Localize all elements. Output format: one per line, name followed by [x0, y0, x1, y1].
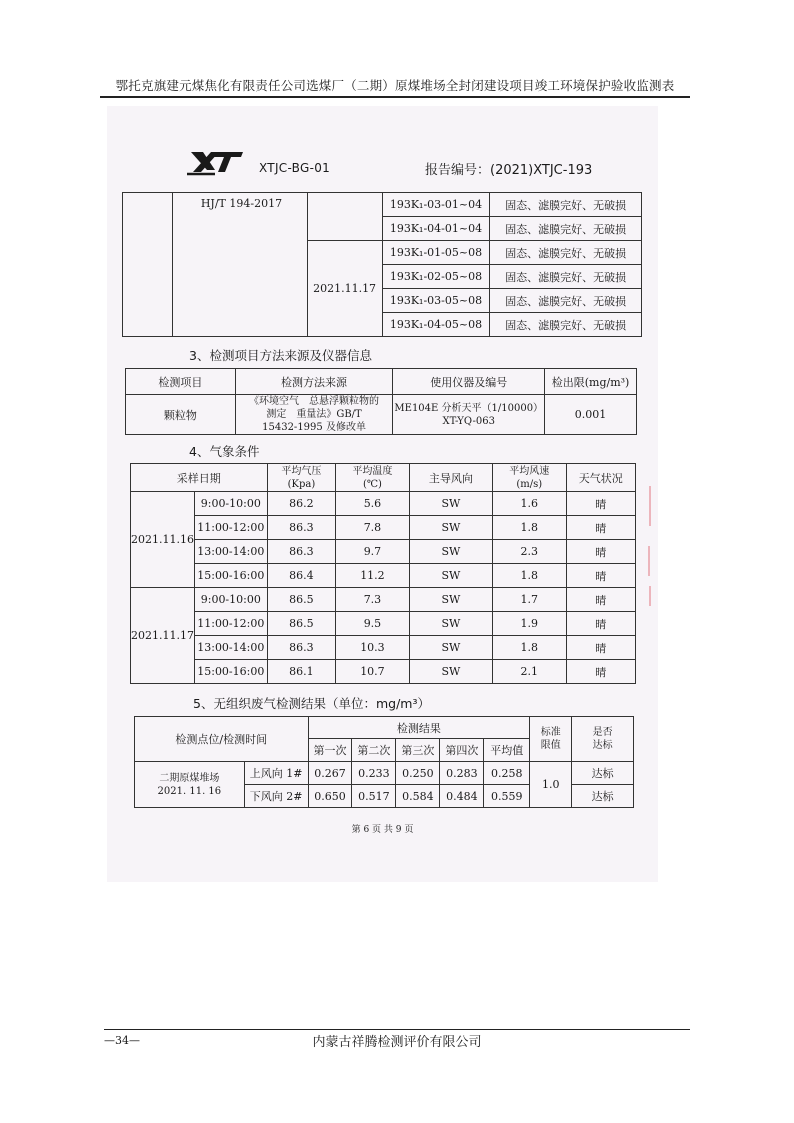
column-header: 第三次 [396, 739, 440, 762]
sample-code: 193K₁-02-05~08 [382, 265, 490, 289]
table-row: 11:00-12:00 86.5 9.5 SW 1.9 晴 [131, 612, 636, 636]
table-row: 二期原煤堆场 2021. 11. 16 上风向 1# 0.267 0.233 0.250 0.283 0.258 1.0 达标 [135, 762, 634, 785]
xt-logo-icon [185, 146, 245, 178]
column-header: 使用仪器及编号 [393, 369, 545, 395]
column-header: 采样日期 [131, 464, 268, 492]
table-row: 下风向 2# 0.650 0.517 0.584 0.484 0.559 达标 [135, 785, 634, 808]
scanned-report-page [107, 106, 658, 882]
column-header: 检测方法来源 [235, 369, 393, 395]
sample-code: 193K₁-03-01~04 [382, 193, 490, 217]
column-header: 检测点位/检测时间 [135, 717, 309, 762]
column-header: 标准 限值 [530, 717, 572, 762]
weather-table [130, 463, 636, 684]
section-title-results: 5、无组织废气检测结果（单位：mg/m³） [193, 696, 430, 711]
results-table [134, 716, 634, 808]
column-header: 平均温度 (℃) [336, 464, 410, 492]
column-header: 检测结果 [308, 717, 530, 739]
column-header: 天气状况 [566, 464, 635, 492]
sample-code: 193K₁-04-05~08 [382, 313, 490, 337]
table-row: 2021.11.17 9:00-10:00 86.5 7.3 SW 1.7 晴 [131, 588, 636, 612]
report-number: 报告编号：(2021)XTJC-193 [425, 163, 593, 178]
sample-code: 193K₁-04-01~04 [382, 217, 490, 241]
column-header: 第四次 [440, 739, 484, 762]
table-header-row [131, 464, 636, 492]
column-header: 第一次 [308, 739, 352, 762]
column-header: 检出限(mg/m³) [545, 369, 637, 395]
table-row: 2021.11.16 9:00-10:00 86.2 5.6 SW 1.6 晴 [131, 492, 636, 516]
sample-status: 固态、滤膜完好、无破损 [490, 289, 642, 313]
sample-code: 193K₁-01-05~08 [382, 241, 490, 265]
seal-edge-icon [648, 486, 652, 606]
sample-status: 固态、滤膜完好、无破损 [490, 265, 642, 289]
column-header: 第二次 [352, 739, 396, 762]
table-row: 13:00-14:00 86.3 10.3 SW 1.8 晴 [131, 636, 636, 660]
table-row: 15:00-16:00 86.4 11.2 SW 1.8 晴 [131, 564, 636, 588]
method-standard: HJ/T 194-2017 [172, 193, 307, 337]
table-header-row [135, 717, 634, 739]
standard-limit: 1.0 [530, 762, 572, 808]
table-row: 13:00-14:00 86.3 9.7 SW 2.3 晴 [131, 540, 636, 564]
sample-status: 固态、滤膜完好、无破损 [490, 313, 642, 337]
monitoring-location: 二期原煤堆场 2021. 11. 16 [135, 762, 245, 808]
form-code: XTJC-BG-01 [259, 161, 331, 175]
section-title-weather: 4、气象条件 [189, 444, 260, 459]
column-header: 平均值 [484, 739, 530, 762]
sample-status: 固态、滤膜完好、无破损 [490, 241, 642, 265]
table-header-row [126, 369, 637, 395]
footer-company: 内蒙古祥腾检测评价有限公司 [312, 1035, 482, 1050]
document-header-title: 鄂托克旗建元煤焦化有限责任公司选煤厂（二期）原煤堆场全封闭建设项目竣工环境保护验收监测表 [115, 78, 675, 93]
methods-table [125, 368, 637, 435]
table-row: 11:00-12:00 86.3 7.8 SW 1.8 晴 [131, 516, 636, 540]
section-title-methods: 3、检测项目方法来源及仪器信息 [189, 348, 372, 363]
sample-code: 193K₁-03-05~08 [382, 289, 490, 313]
method-source: 《环境空气 总悬浮颗粒物的 测定 重量法》GB/T 15432-1995 及修改单 [235, 395, 393, 435]
column-header: 主导风向 [409, 464, 492, 492]
page-indicator: 第 6 页 共 9 页 [351, 825, 414, 835]
table-row [126, 395, 637, 435]
weather-date: 2021.11.17 [131, 588, 195, 684]
column-header: 平均风速 (m/s) [493, 464, 567, 492]
sample-date: 2021.11.17 [307, 241, 382, 337]
column-header: 检测项目 [126, 369, 236, 395]
weather-date: 2021.11.16 [131, 492, 195, 588]
sample-status: 固态、滤膜完好、无破损 [490, 217, 642, 241]
column-header: 是否 达标 [572, 717, 634, 762]
sample-table [122, 192, 642, 337]
footer-rule [104, 1029, 690, 1030]
footer-page-number: —34— [104, 1034, 140, 1047]
test-item: 颗粒物 [126, 395, 236, 435]
column-header: 平均气压 (Kpa) [267, 464, 336, 492]
detection-limit: 0.001 [545, 395, 637, 435]
table-row: 15:00-16:00 86.1 10.7 SW 2.1 晴 [131, 660, 636, 684]
header-rule [100, 96, 690, 98]
sample-status: 固态、滤膜完好、无破损 [490, 193, 642, 217]
instrument: ME104E 分析天平（1/10000） XT-YQ-063 [393, 395, 545, 435]
table-row [123, 193, 642, 217]
